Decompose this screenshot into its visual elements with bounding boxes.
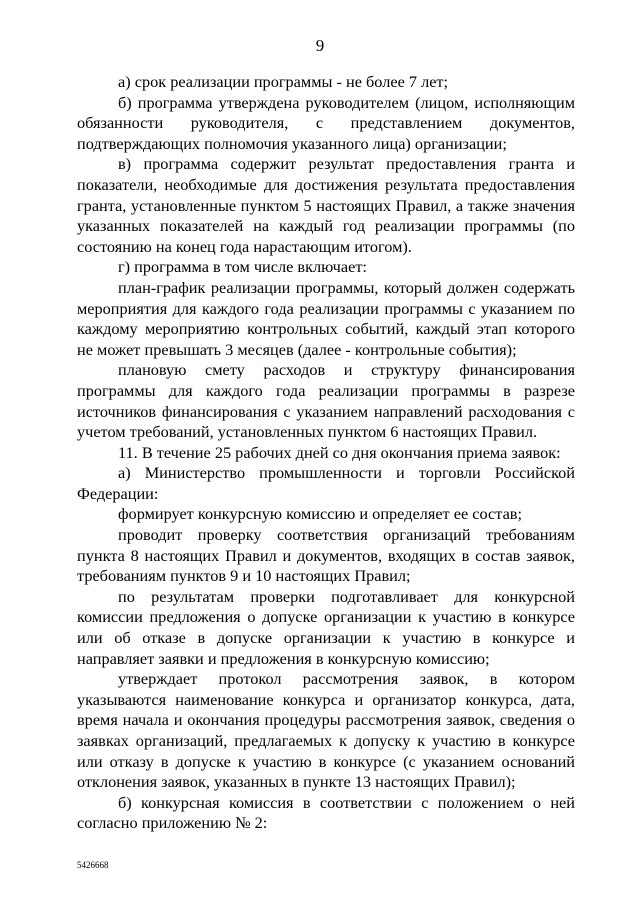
page-number: 9 [315, 36, 325, 55]
paragraph-item-11: 11. В течение 25 рабочих дней со дня окончания приема заявок: [118, 442, 561, 462]
paragraph-commission-forming: формирует конкурсную комиссию и определяет ее состав; [118, 504, 523, 524]
paragraph-term: а) срок реализации программы - не более 7 лет; [118, 72, 449, 91]
paragraph-commission: б) конкурсная комиссия в соответствии с положением о ней согласно приложению № 2: [77, 792, 575, 833]
paragraph-proposals: по результатам проверки подготавливает для конкурсной комиссии предложения о допуске организации к участию в конкурсе или об отказе в допуске организации к участию в конкурсе и направляет заявки и предложения в конкурсную комиссию; [77, 586, 575, 668]
paragraph-budget: плановую смету расходов и структуру финансирования программы для каждого года реализации программы в разрезе источников финансирования с указанием направлений расходования с учетом требований, установленных пунктом 6 настоящих Правил. [77, 360, 575, 442]
paragraph-includes: г) программа в том числе включает: [118, 257, 367, 277]
paragraph-protocol: утверждает протокол рассмотрения заявок, в котором указываются наименование конкурса и организатор конкурса, дата, время начала и окончания процедуры рассмотрения заявок, сведения о заявках организаций, предлагаемых к допуску к участию в конкурсе или отказу в допуске к участию в конкурсе (с указанием оснований отклонения заявок, указанных в пункте 13 настоящих Правил); [77, 669, 575, 792]
paragraph-ministry: а) Министерство промышленности и торговли Российской Федерации: [77, 463, 575, 503]
paragraph-approval: б) программа утверждена руководителем (лицом, исполняющим обязанности руководителя, с представлением документов, подтверждающих полномочия указанного лица) организации; [77, 92, 575, 153]
document-code: 5426668 [77, 860, 109, 870]
paragraph-verification: проводит проверку соответствия организаций требованиям пункта 8 настоящих Правил и документов, входящих в состав заявок, требованиям пунктов 9 и 10 настоящих Правил; [77, 525, 575, 586]
paragraph-schedule: план-график реализации программы, который должен содержать мероприятия для каждого года реализации программы с указанием по каждому мероприятию контрольных событий, каждый этап которого не может превышать 3 месяцев (далее - контрольные события); [77, 277, 575, 359]
document-body [77, 72, 575, 834]
paragraph-result: в) программа содержит результат предоставления гранта и показатели, необходимые для достижения результата предоставления гранта, установленные пунктом 5 настоящих Правил, а также значения указанных показателей на каждый год реализации программы (по состоянию на конец года нарастающим итогом). [77, 154, 575, 256]
